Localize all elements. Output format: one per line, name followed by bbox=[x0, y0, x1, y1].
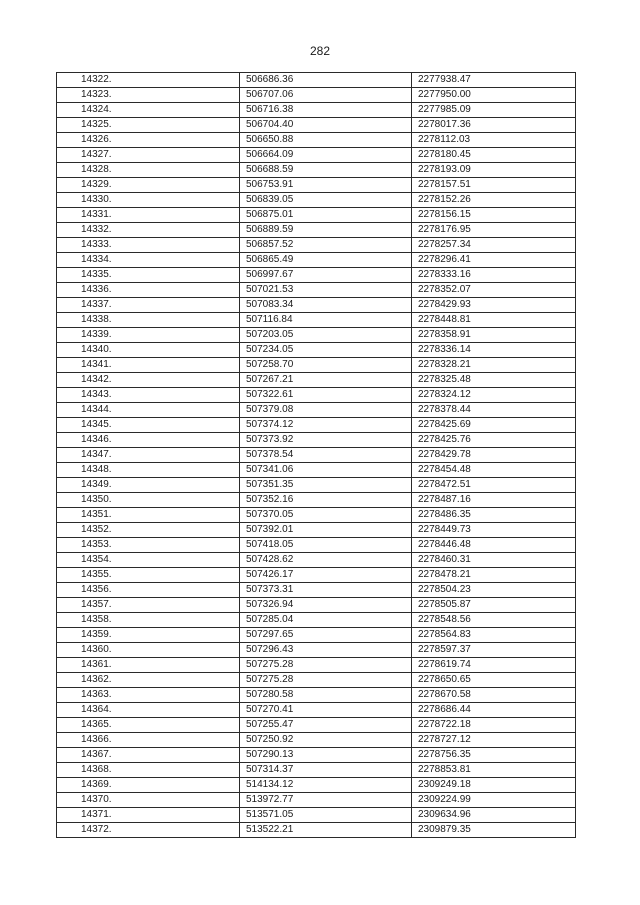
table-row bbox=[57, 118, 576, 133]
y-coordinate-cell: 2278449.73 bbox=[412, 523, 576, 538]
y-coordinate-cell: 2278487.16 bbox=[412, 493, 576, 508]
point-number-cell: 14359. bbox=[57, 628, 240, 643]
point-number-cell: 14348. bbox=[57, 463, 240, 478]
x-coordinate-cell: 507314.37 bbox=[240, 763, 412, 778]
table-row bbox=[57, 688, 576, 703]
table-row bbox=[57, 748, 576, 763]
y-coordinate-cell: 2278017.36 bbox=[412, 118, 576, 133]
y-coordinate-cell: 2277985.09 bbox=[412, 103, 576, 118]
point-number-cell: 14367. bbox=[57, 748, 240, 763]
table-row bbox=[57, 343, 576, 358]
table-row bbox=[57, 628, 576, 643]
table-row bbox=[57, 373, 576, 388]
y-coordinate-cell: 2278460.31 bbox=[412, 553, 576, 568]
y-coordinate-cell: 2278504.23 bbox=[412, 583, 576, 598]
point-number-cell: 14358. bbox=[57, 613, 240, 628]
y-coordinate-cell: 2278548.56 bbox=[412, 613, 576, 628]
point-number-cell: 14340. bbox=[57, 343, 240, 358]
table-row bbox=[57, 403, 576, 418]
x-coordinate-cell: 507418.05 bbox=[240, 538, 412, 553]
x-coordinate-cell: 507326.94 bbox=[240, 598, 412, 613]
y-coordinate-cell: 2278686.44 bbox=[412, 703, 576, 718]
x-coordinate-cell: 507351.35 bbox=[240, 478, 412, 493]
y-coordinate-cell: 2278157.51 bbox=[412, 178, 576, 193]
table-row bbox=[57, 703, 576, 718]
point-number-cell: 14331. bbox=[57, 208, 240, 223]
y-coordinate-cell: 2278756.35 bbox=[412, 748, 576, 763]
table-row bbox=[57, 478, 576, 493]
y-coordinate-cell: 2278333.16 bbox=[412, 268, 576, 283]
point-number-cell: 14372. bbox=[57, 823, 240, 838]
table-row bbox=[57, 328, 576, 343]
x-coordinate-cell: 506716.38 bbox=[240, 103, 412, 118]
x-coordinate-cell: 507297.65 bbox=[240, 628, 412, 643]
y-coordinate-cell: 2278425.76 bbox=[412, 433, 576, 448]
x-coordinate-cell: 514134.12 bbox=[240, 778, 412, 793]
table-row bbox=[57, 538, 576, 553]
table-row bbox=[57, 253, 576, 268]
point-number-cell: 14330. bbox=[57, 193, 240, 208]
point-number-cell: 14333. bbox=[57, 238, 240, 253]
table-row bbox=[57, 523, 576, 538]
x-coordinate-cell: 507083.34 bbox=[240, 298, 412, 313]
table-row bbox=[57, 448, 576, 463]
y-coordinate-cell: 2277950.00 bbox=[412, 88, 576, 103]
point-number-cell: 14371. bbox=[57, 808, 240, 823]
x-coordinate-cell: 513972.77 bbox=[240, 793, 412, 808]
point-number-cell: 14344. bbox=[57, 403, 240, 418]
table-row bbox=[57, 568, 576, 583]
point-number-cell: 14357. bbox=[57, 598, 240, 613]
table-row bbox=[57, 793, 576, 808]
table-row bbox=[57, 643, 576, 658]
coordinates-table-body bbox=[57, 73, 576, 838]
x-coordinate-cell: 507373.31 bbox=[240, 583, 412, 598]
table-row bbox=[57, 553, 576, 568]
x-coordinate-cell: 507021.53 bbox=[240, 283, 412, 298]
x-coordinate-cell: 506875.01 bbox=[240, 208, 412, 223]
x-coordinate-cell: 506753.91 bbox=[240, 178, 412, 193]
point-number-cell: 14326. bbox=[57, 133, 240, 148]
x-coordinate-cell: 507267.21 bbox=[240, 373, 412, 388]
y-coordinate-cell: 2278722.18 bbox=[412, 718, 576, 733]
y-coordinate-cell: 2278478.21 bbox=[412, 568, 576, 583]
x-coordinate-cell: 507270.41 bbox=[240, 703, 412, 718]
y-coordinate-cell: 2278472.51 bbox=[412, 478, 576, 493]
point-number-cell: 14361. bbox=[57, 658, 240, 673]
point-number-cell: 14353. bbox=[57, 538, 240, 553]
y-coordinate-cell: 2278152.26 bbox=[412, 193, 576, 208]
x-coordinate-cell: 507258.70 bbox=[240, 358, 412, 373]
x-coordinate-cell: 507322.61 bbox=[240, 388, 412, 403]
table-row bbox=[57, 298, 576, 313]
y-coordinate-cell: 2277938.47 bbox=[412, 73, 576, 88]
point-number-cell: 14365. bbox=[57, 718, 240, 733]
point-number-cell: 14370. bbox=[57, 793, 240, 808]
point-number-cell: 14349. bbox=[57, 478, 240, 493]
table-row bbox=[57, 673, 576, 688]
table-row bbox=[57, 238, 576, 253]
x-coordinate-cell: 513571.05 bbox=[240, 808, 412, 823]
point-number-cell: 14360. bbox=[57, 643, 240, 658]
y-coordinate-cell: 2278727.12 bbox=[412, 733, 576, 748]
table-row bbox=[57, 358, 576, 373]
point-number-cell: 14322. bbox=[57, 73, 240, 88]
table-row bbox=[57, 508, 576, 523]
x-coordinate-cell: 507352.16 bbox=[240, 493, 412, 508]
y-coordinate-cell: 2278505.87 bbox=[412, 598, 576, 613]
x-coordinate-cell: 507428.62 bbox=[240, 553, 412, 568]
table-row bbox=[57, 763, 576, 778]
table-row bbox=[57, 313, 576, 328]
point-number-cell: 14345. bbox=[57, 418, 240, 433]
x-coordinate-cell: 507285.04 bbox=[240, 613, 412, 628]
x-coordinate-cell: 507275.28 bbox=[240, 658, 412, 673]
y-coordinate-cell: 2278446.48 bbox=[412, 538, 576, 553]
y-coordinate-cell: 2278486.35 bbox=[412, 508, 576, 523]
point-number-cell: 14364. bbox=[57, 703, 240, 718]
y-coordinate-cell: 2278429.93 bbox=[412, 298, 576, 313]
point-number-cell: 14363. bbox=[57, 688, 240, 703]
point-number-cell: 14368. bbox=[57, 763, 240, 778]
x-coordinate-cell: 506865.49 bbox=[240, 253, 412, 268]
point-number-cell: 14339. bbox=[57, 328, 240, 343]
y-coordinate-cell: 2278378.44 bbox=[412, 403, 576, 418]
point-number-cell: 14354. bbox=[57, 553, 240, 568]
x-coordinate-cell: 507203.05 bbox=[240, 328, 412, 343]
table-row bbox=[57, 733, 576, 748]
y-coordinate-cell: 2278328.21 bbox=[412, 358, 576, 373]
point-number-cell: 14355. bbox=[57, 568, 240, 583]
y-coordinate-cell: 2309249.18 bbox=[412, 778, 576, 793]
x-coordinate-cell: 506839.05 bbox=[240, 193, 412, 208]
x-coordinate-cell: 506857.52 bbox=[240, 238, 412, 253]
table-row bbox=[57, 388, 576, 403]
y-coordinate-cell: 2278352.07 bbox=[412, 283, 576, 298]
x-coordinate-cell: 506704.40 bbox=[240, 118, 412, 133]
table-row bbox=[57, 193, 576, 208]
y-coordinate-cell: 2278324.12 bbox=[412, 388, 576, 403]
table-row bbox=[57, 223, 576, 238]
x-coordinate-cell: 507370.05 bbox=[240, 508, 412, 523]
page-number: 282 bbox=[309, 44, 331, 58]
point-number-cell: 14342. bbox=[57, 373, 240, 388]
y-coordinate-cell: 2278597.37 bbox=[412, 643, 576, 658]
y-coordinate-cell: 2278454.48 bbox=[412, 463, 576, 478]
x-coordinate-cell: 513522.21 bbox=[240, 823, 412, 838]
x-coordinate-cell: 507426.17 bbox=[240, 568, 412, 583]
y-coordinate-cell: 2278336.14 bbox=[412, 343, 576, 358]
y-coordinate-cell: 2278448.81 bbox=[412, 313, 576, 328]
point-number-cell: 14352. bbox=[57, 523, 240, 538]
table-row bbox=[57, 463, 576, 478]
point-number-cell: 14362. bbox=[57, 673, 240, 688]
table-row bbox=[57, 418, 576, 433]
table-row bbox=[57, 103, 576, 118]
x-coordinate-cell: 507234.05 bbox=[240, 343, 412, 358]
point-number-cell: 14356. bbox=[57, 583, 240, 598]
x-coordinate-cell: 506688.59 bbox=[240, 163, 412, 178]
x-coordinate-cell: 507379.08 bbox=[240, 403, 412, 418]
point-number-cell: 14335. bbox=[57, 268, 240, 283]
point-number-cell: 14328. bbox=[57, 163, 240, 178]
table-row bbox=[57, 778, 576, 793]
y-coordinate-cell: 2278257.34 bbox=[412, 238, 576, 253]
point-number-cell: 14334. bbox=[57, 253, 240, 268]
point-number-cell: 14338. bbox=[57, 313, 240, 328]
x-coordinate-cell: 507378.54 bbox=[240, 448, 412, 463]
x-coordinate-cell: 507116.84 bbox=[240, 313, 412, 328]
y-coordinate-cell: 2278176.95 bbox=[412, 223, 576, 238]
table-row bbox=[57, 163, 576, 178]
y-coordinate-cell: 2309224.99 bbox=[412, 793, 576, 808]
point-number-cell: 14343. bbox=[57, 388, 240, 403]
point-number-cell: 14336. bbox=[57, 283, 240, 298]
table-row bbox=[57, 73, 576, 88]
x-coordinate-cell: 507374.12 bbox=[240, 418, 412, 433]
point-number-cell: 14329. bbox=[57, 178, 240, 193]
table-row bbox=[57, 718, 576, 733]
x-coordinate-cell: 506707.06 bbox=[240, 88, 412, 103]
point-number-cell: 14350. bbox=[57, 493, 240, 508]
point-number-cell: 14323. bbox=[57, 88, 240, 103]
x-coordinate-cell: 506664.09 bbox=[240, 148, 412, 163]
y-coordinate-cell: 2278429.78 bbox=[412, 448, 576, 463]
y-coordinate-cell: 2278296.41 bbox=[412, 253, 576, 268]
y-coordinate-cell: 2278193.09 bbox=[412, 163, 576, 178]
point-number-cell: 14332. bbox=[57, 223, 240, 238]
x-coordinate-cell: 506889.59 bbox=[240, 223, 412, 238]
x-coordinate-cell: 507296.43 bbox=[240, 643, 412, 658]
point-number-cell: 14324. bbox=[57, 103, 240, 118]
x-coordinate-cell: 507280.58 bbox=[240, 688, 412, 703]
x-coordinate-cell: 507255.47 bbox=[240, 718, 412, 733]
point-number-cell: 14366. bbox=[57, 733, 240, 748]
y-coordinate-cell: 2278670.58 bbox=[412, 688, 576, 703]
table-row bbox=[57, 808, 576, 823]
table-row bbox=[57, 268, 576, 283]
y-coordinate-cell: 2278325.48 bbox=[412, 373, 576, 388]
x-coordinate-cell: 506650.88 bbox=[240, 133, 412, 148]
table-row bbox=[57, 493, 576, 508]
table-row bbox=[57, 613, 576, 628]
y-coordinate-cell: 2278425.69 bbox=[412, 418, 576, 433]
y-coordinate-cell: 2278112.03 bbox=[412, 133, 576, 148]
point-number-cell: 14327. bbox=[57, 148, 240, 163]
point-number-cell: 14337. bbox=[57, 298, 240, 313]
x-coordinate-cell: 507341.06 bbox=[240, 463, 412, 478]
x-coordinate-cell: 506997.67 bbox=[240, 268, 412, 283]
point-number-cell: 14341. bbox=[57, 358, 240, 373]
table-row bbox=[57, 208, 576, 223]
x-coordinate-cell: 507373.92 bbox=[240, 433, 412, 448]
point-number-cell: 14369. bbox=[57, 778, 240, 793]
point-number-cell: 14351. bbox=[57, 508, 240, 523]
table-row bbox=[57, 823, 576, 838]
table-row bbox=[57, 283, 576, 298]
table-row bbox=[57, 433, 576, 448]
point-number-cell: 14346. bbox=[57, 433, 240, 448]
table-row bbox=[57, 658, 576, 673]
coordinates-table bbox=[56, 72, 576, 838]
x-coordinate-cell: 507250.92 bbox=[240, 733, 412, 748]
y-coordinate-cell: 2309879.35 bbox=[412, 823, 576, 838]
y-coordinate-cell: 2278180.45 bbox=[412, 148, 576, 163]
table-row bbox=[57, 88, 576, 103]
y-coordinate-cell: 2278156.15 bbox=[412, 208, 576, 223]
table-row bbox=[57, 598, 576, 613]
y-coordinate-cell: 2278853.81 bbox=[412, 763, 576, 778]
y-coordinate-cell: 2278650.65 bbox=[412, 673, 576, 688]
y-coordinate-cell: 2278619.74 bbox=[412, 658, 576, 673]
y-coordinate-cell: 2278358.91 bbox=[412, 328, 576, 343]
y-coordinate-cell: 2278564.83 bbox=[412, 628, 576, 643]
point-number-cell: 14325. bbox=[57, 118, 240, 133]
table-row bbox=[57, 583, 576, 598]
table-row bbox=[57, 178, 576, 193]
x-coordinate-cell: 507275.28 bbox=[240, 673, 412, 688]
table-row bbox=[57, 148, 576, 163]
x-coordinate-cell: 506686.36 bbox=[240, 73, 412, 88]
x-coordinate-cell: 507392.01 bbox=[240, 523, 412, 538]
point-number-cell: 14347. bbox=[57, 448, 240, 463]
y-coordinate-cell: 2309634.96 bbox=[412, 808, 576, 823]
x-coordinate-cell: 507290.13 bbox=[240, 748, 412, 763]
table-row bbox=[57, 133, 576, 148]
